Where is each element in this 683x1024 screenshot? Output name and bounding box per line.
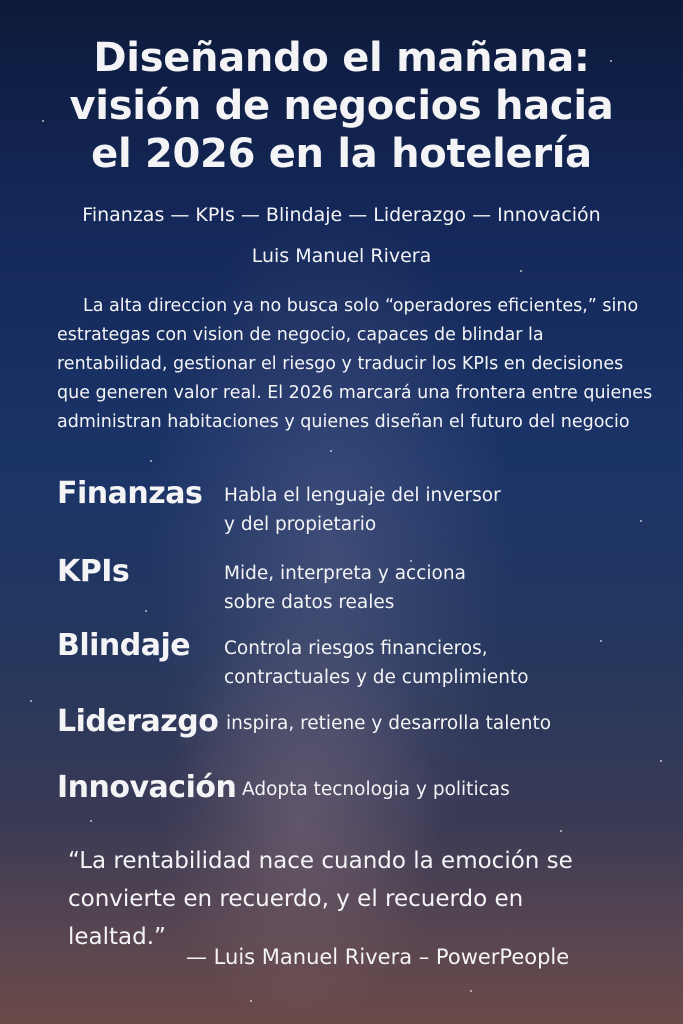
pillar-description-line: contractuales y de cumplimiento: [224, 667, 529, 688]
pillar-description: [242, 775, 510, 804]
pillar-description-line: inspira, retiene y desarrolla talento: [226, 713, 552, 734]
pillar-name: Liderazgo: [57, 704, 219, 739]
page-title: [0, 34, 683, 178]
pillar-description-line: Habla el lenguaje del inversor: [224, 485, 501, 506]
author-name: Luis Manuel Rivera: [251, 245, 432, 267]
pillar-description-line: Mide, interpreta y acciona: [224, 563, 466, 584]
pillar-description: [226, 709, 551, 738]
subtitle: Finanzas — KPIs — Blindaje — Liderazgo — Innovación: [82, 204, 601, 226]
title-line: Diseñando el mañana:: [93, 35, 590, 81]
pillar-name: Blindaje: [57, 628, 191, 663]
pillar-name: KPIs: [57, 554, 130, 589]
closing-quote: “La rentabilidad nace cuando la emoción se convierte en recuerdo, y el recuerdo en lealtad.”: [68, 848, 573, 950]
pillar-description: [224, 634, 529, 692]
pillar-name: Innovación: [57, 770, 237, 805]
pillar-description-line: y del propietario: [224, 514, 377, 535]
title-line: visión de negocios hacia: [69, 83, 614, 129]
pillar-description-line: Adopta tecnologia y politicas: [242, 779, 510, 800]
intro-paragraph: La alta direccion ya no busca solo “operadores eficientes,” sino estrategas con vision de negocio, capaces de blindar la rentabilidad, gestionar el riesgo y traducir los KPIs en decisiones que generen valor real. El 2026 marcará una frontera entre quienes administran habitaciones y quienes diseñan el futuro del negocio: [57, 296, 653, 432]
pillar-description: [224, 559, 466, 617]
pillar-description-line: Controla riesgos financieros,: [224, 638, 488, 659]
pillar-name: Finanzas: [57, 476, 203, 511]
pillar-description-line: sobre datos reales: [224, 592, 395, 613]
title-line: el 2026 en la hotelería: [91, 131, 592, 177]
quote-attribution: — Luis Manuel Rivera – PowerPeople: [186, 945, 570, 969]
pillar-description: [224, 481, 501, 539]
